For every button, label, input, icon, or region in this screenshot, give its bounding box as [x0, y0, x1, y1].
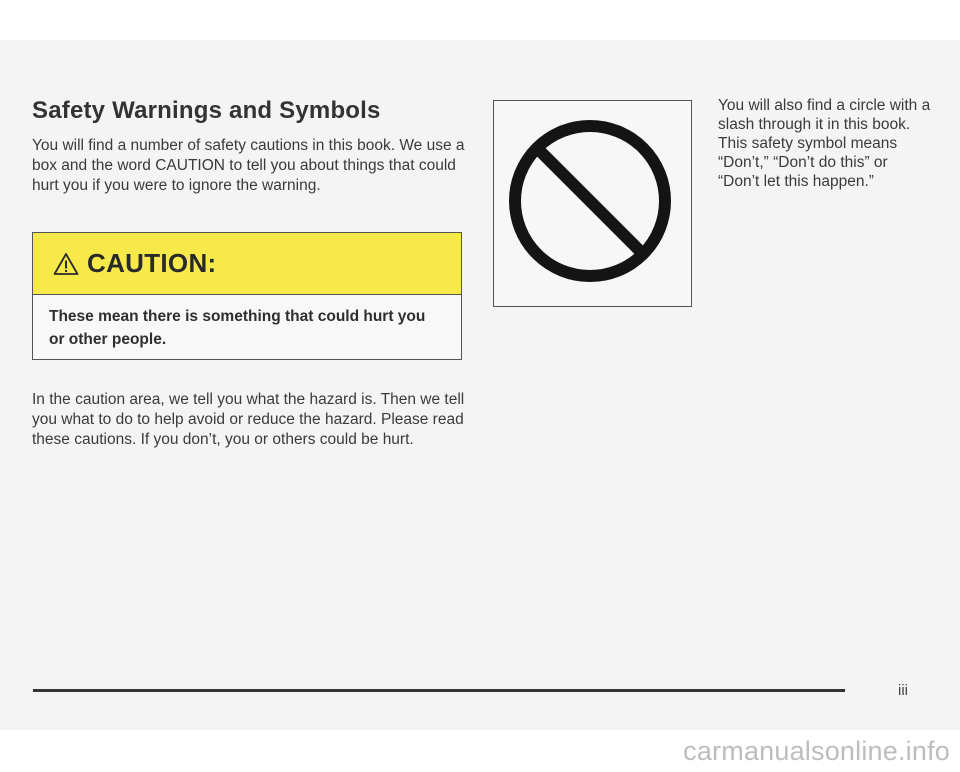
prohibition-circle-slash-icon: [494, 101, 690, 305]
caution-text: These mean there is something that could hurt you or other people.: [49, 308, 426, 348]
caution-box: [32, 232, 462, 360]
footer-rule: [33, 689, 845, 692]
caution-title: CAUTION:: [87, 248, 217, 278]
intro-paragraph: You will find a number of safety cautions in this book. We use a box and the word CAUTION to tell you about things that could hurt you if you were to ignore the warning.: [32, 137, 465, 194]
watermark-link[interactable]: carmanualsonline.info: [683, 735, 950, 766]
hazard-paragraph: In the caution area, we tell you what the hazard is. Then we tell you what to do to help avoid or reduce the hazard. Please read these cautions. If you don’t, you or others could be hurt.: [32, 391, 465, 448]
page-number: iii: [898, 682, 908, 699]
symbol-box: [493, 100, 692, 307]
page-title: Safety Warnings and Symbols: [32, 97, 381, 124]
site-footer: [0, 730, 960, 772]
caution-header: [33, 233, 461, 295]
warning-triangle-icon: [53, 252, 79, 276]
symbol-description: You will also find a circle with a slash through it in this book. This safety symbol means “Don’t,” “Don’t do this” or “Don’t let this happen.”: [718, 97, 931, 190]
